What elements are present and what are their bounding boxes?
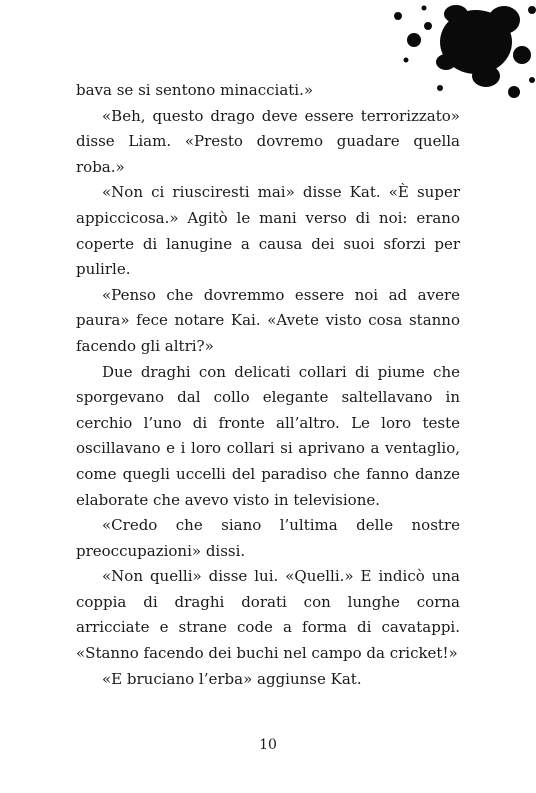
paragraph: «Beh, questo drago deve essere terrorizzato» disse Liam. «Presto dovremo guadare quella roba.» (76, 106, 460, 176)
paragraph: Due draghi con delicati collari di piume che sporgevano dal collo elegante saltellavano in cerchio l’uno di fronte all’altro. Le loro teste oscillavano e i loro collari si aprivano a ventaglio, come quegli uccelli del paradiso che fanno danze elaborate che avevo visto in televisione. (76, 362, 460, 509)
paragraph: «Penso che dovremmo essere noi ad avere paura» fece notare Kai. «Avete visto cosa stanno facendo gli altri?» (76, 285, 460, 355)
paragraph: bava se si sentono minacciati.» (76, 81, 314, 99)
paragraph: «Non quelli» disse lui. «Quelli.» E indicò una coppia di draghi dorati con lunghe corna arricciate e strane code a forma di cavatappi. «Stanno facendo dei buchi nel campo da cricket!» (76, 567, 460, 663)
body-text (76, 78, 460, 692)
paragraph: «E bruciano l’erba» aggiunse Kat. (102, 669, 362, 688)
paragraph: «Credo che siano l’ultima delle nostre preoccupazioni» dissi. (76, 516, 460, 560)
page-number: 10 (259, 737, 277, 753)
paragraph: «Non ci riusciresti mai» disse Kat. «È super appiccicosa.» Agitò le mani verso di noi: erano coperte di lanugine a causa dei suoi sforzi per pulirle. (76, 183, 460, 279)
